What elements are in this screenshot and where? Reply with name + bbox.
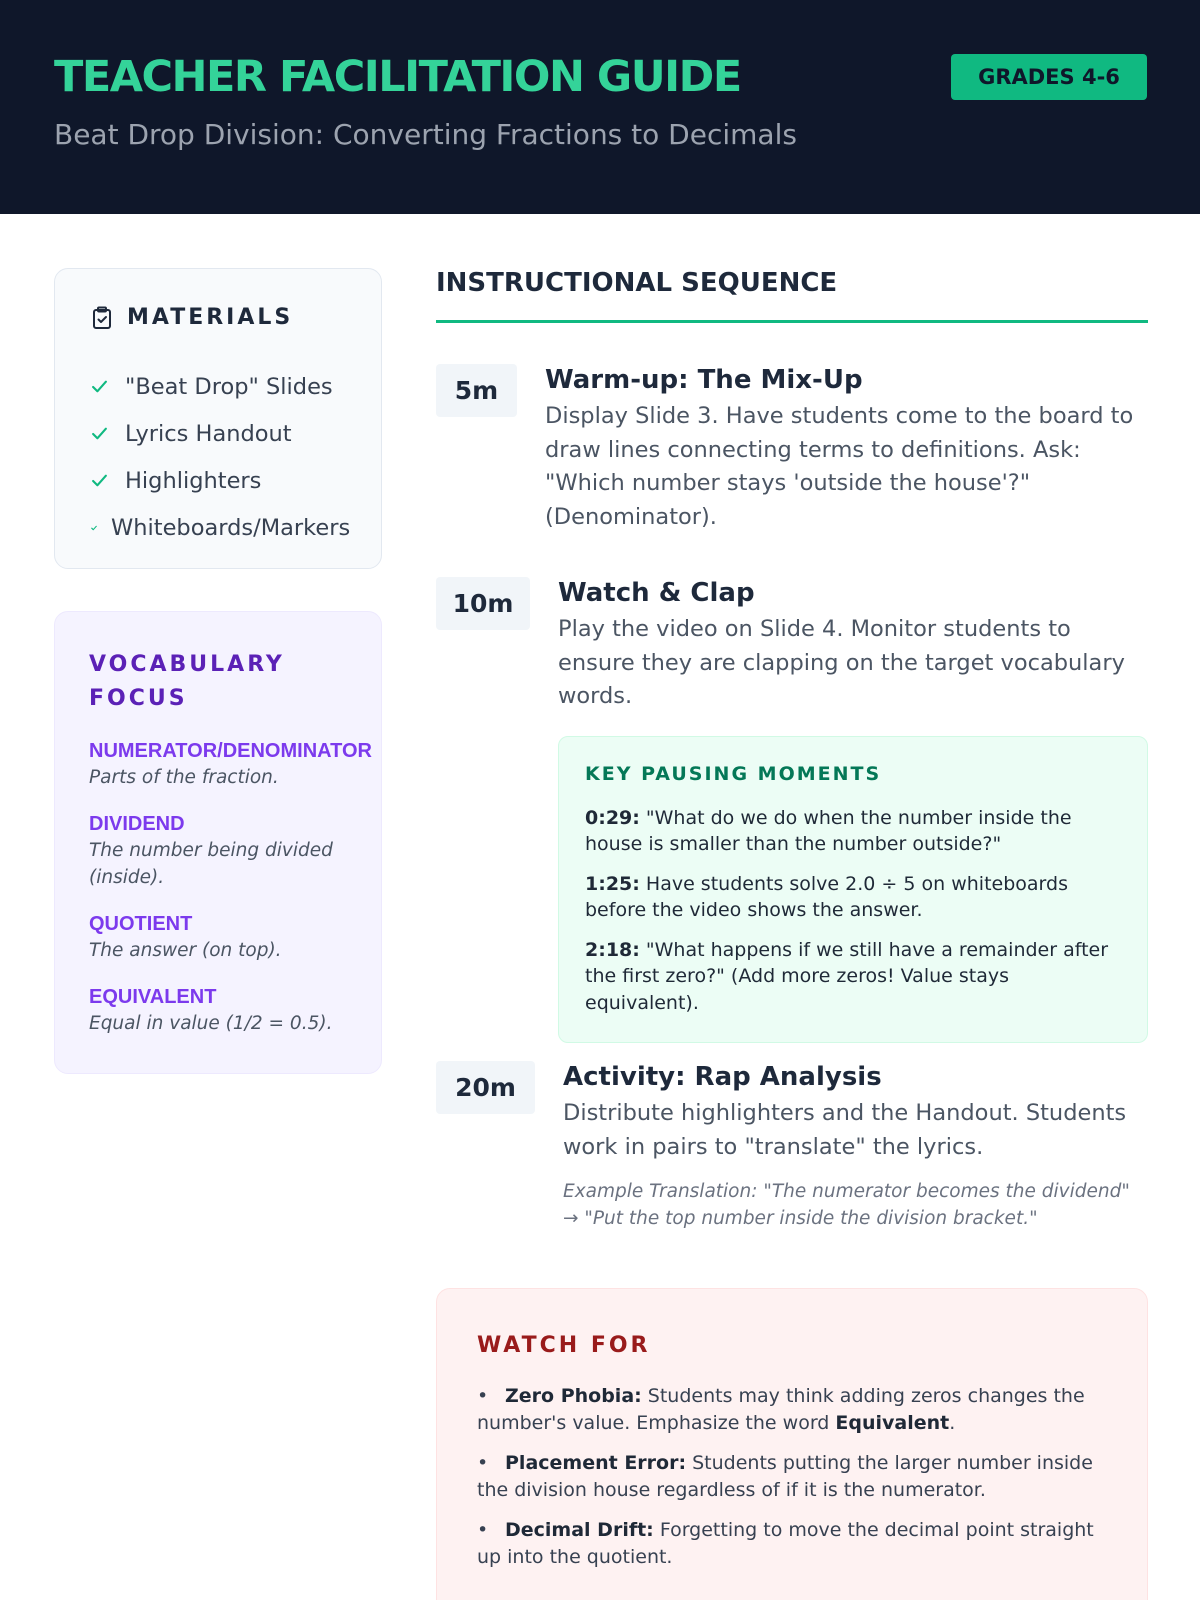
materials-item-label: Highlighters: [125, 467, 262, 494]
watch-for-label: Decimal Drift:: [505, 1519, 654, 1541]
page-header: [0, 0, 1200, 214]
grade-badge: GRADES 4-6: [951, 54, 1147, 100]
watch-for-after: .: [949, 1411, 956, 1434]
pausing-moment: [585, 805, 1121, 858]
sequence-step-watch: [436, 577, 1148, 1043]
step-title: Activity: Rap Analysis: [563, 1062, 882, 1092]
watch-for-card: [436, 1288, 1148, 1600]
pausing-moment-time: 1:25:: [585, 872, 640, 895]
vocabulary-card: [54, 611, 382, 1074]
check-icon: [91, 470, 113, 492]
step-body: [545, 364, 1148, 534]
page-subtitle: Beat Drop Division: Converting Fractions to Decimals: [54, 118, 797, 151]
materials-card: [54, 268, 382, 569]
bullet: •: [477, 1385, 489, 1407]
pausing-moments-title: KEY PAUSING MOMENTS: [585, 762, 882, 785]
term-name: DIVIDEND: [89, 813, 185, 835]
vocabulary-term: [89, 811, 389, 891]
step-text: Play the video on Slide 4. Monitor students to ensure they are clapping on the target vocabulary words.: [558, 616, 1125, 709]
materials-item: [91, 504, 350, 551]
materials-item: [91, 457, 350, 504]
pausing-moment-time: 0:29:: [585, 806, 640, 829]
sequence-step-warmup: [436, 364, 1148, 534]
pausing-moment: [585, 871, 1121, 924]
step-body: [563, 1061, 1148, 1232]
watch-for-text: Students may think adding zeros changes the number's value. Emphasize the word: [477, 1385, 1085, 1434]
materials-title: MATERIALS: [127, 305, 294, 330]
pausing-moment-text: Have students solve 2.0 ÷ 5 on whiteboards before the video shows the answer.: [585, 872, 1068, 921]
term-definition: The answer (on top).: [89, 940, 282, 961]
sequence-title: INSTRUCTIONAL SEQUENCE: [436, 268, 838, 298]
bullet: •: [477, 1452, 489, 1474]
step-title: Watch & Clap: [558, 578, 755, 608]
materials-item: [91, 410, 350, 457]
watch-for-title: WATCH FOR: [477, 1333, 651, 1358]
time-badge: 20m: [436, 1061, 535, 1114]
watch-for-list: [477, 1383, 1117, 1584]
page-title: TEACHER FACILITATION GUIDE: [54, 52, 741, 102]
time-badge: 10m: [436, 577, 530, 630]
sequence-divider: [436, 320, 1148, 323]
term-name: EQUIVALENT: [89, 986, 217, 1008]
vocabulary-term: [89, 738, 389, 791]
pausing-moment-text: "What happens if we still have a remainder after the first zero?" (Add more zeros! Value stays equivalent).: [585, 938, 1109, 1014]
materials-item-label: "Beat Drop" Slides: [125, 373, 333, 400]
term-definition: The number being divided (inside).: [89, 840, 333, 888]
step-text: Display Slide 3. Have students come to the board to draw lines connecting terms to definitions. Ask: "Which number stays 'outside the house'?" (Denominator).: [545, 403, 1134, 530]
watch-for-text: Students putting the larger number inside the division house regardless of if it is the numerator.: [477, 1452, 1093, 1501]
vocabulary-term: [89, 984, 389, 1037]
pausing-moment-text: "What do we do when the number inside the house is smaller than the number outside?": [585, 806, 1072, 855]
pausing-moment: [585, 937, 1121, 1017]
sequence-step-activity: [436, 1061, 1148, 1232]
watch-for-emphasis: Equivalent: [835, 1411, 950, 1434]
vocabulary-title: VOCABULARY FOCUS: [89, 652, 285, 711]
check-icon: [91, 423, 113, 445]
watch-for-text: Forgetting to move the decimal point straight up into the quotient.: [477, 1519, 1094, 1568]
term-definition: Parts of the fraction.: [89, 767, 279, 788]
watch-for-item: [477, 1383, 1117, 1436]
watch-for-label: Placement Error:: [505, 1452, 687, 1474]
term-definition: Equal in value (1/2 = 0.5).: [89, 1013, 333, 1034]
pausing-moment-time: 2:18:: [585, 938, 640, 961]
check-icon: [91, 517, 101, 539]
watch-for-item: [477, 1517, 1117, 1570]
watch-for-label: Zero Phobia:: [505, 1385, 642, 1407]
step-body: [558, 577, 1148, 1043]
vocabulary-list: [89, 738, 389, 1057]
check-icon: [91, 376, 113, 398]
materials-header: [91, 305, 293, 330]
term-name: NUMERATOR/DENOMINATOR: [89, 740, 372, 762]
example-translation: Example Translation: "The numerator becomes the dividend" → "Put the top number inside the division bracket.": [563, 1181, 1130, 1229]
vocabulary-term: [89, 911, 389, 964]
materials-item: [91, 363, 350, 410]
time-badge: 5m: [436, 364, 517, 417]
bullet: •: [477, 1519, 489, 1541]
materials-item-label: Lyrics Handout: [125, 420, 292, 447]
term-name: QUOTIENT: [89, 913, 193, 935]
materials-list: [91, 363, 350, 551]
pausing-moments-box: [558, 736, 1148, 1044]
clipboard-check-icon: [91, 306, 113, 330]
materials-item-label: Whiteboards/Markers: [111, 514, 351, 541]
watch-for-item: [477, 1450, 1117, 1503]
step-title: Warm-up: The Mix-Up: [545, 365, 863, 395]
step-text: Distribute highlighters and the Handout. Students work in pairs to "translate" the lyrics.: [563, 1100, 1127, 1160]
